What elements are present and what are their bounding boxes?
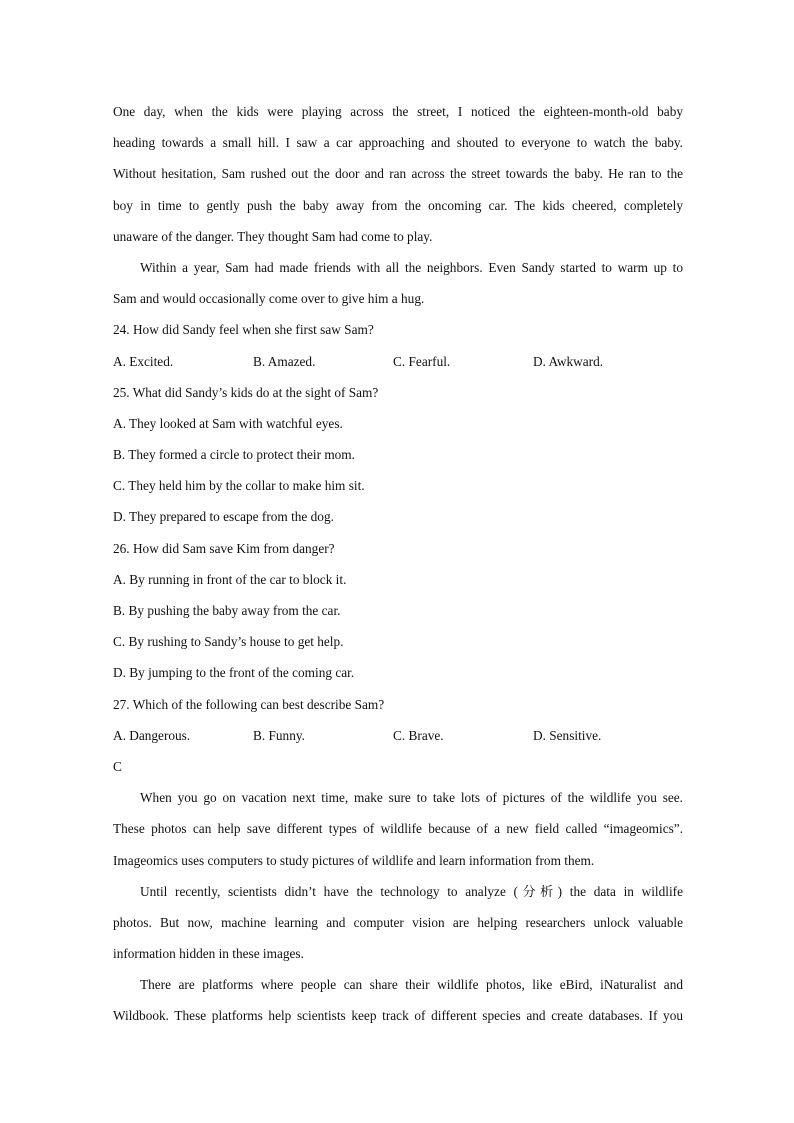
- option-b: B. They formed a circle to protect their mom.: [113, 447, 355, 463]
- document-page: [113, 96, 683, 1032]
- option-a: A. By running in front of the car to block it.: [113, 571, 347, 587]
- options-row: [113, 720, 683, 751]
- option-a: A. They looked at Sam with watchful eyes.: [113, 415, 343, 431]
- text-line: information hidden in these images.: [113, 946, 304, 962]
- option-a: A. Excited.: [113, 353, 174, 369]
- text-line: Imageomics uses computers to study pictures of wildlife and learn information from them.: [113, 852, 595, 868]
- question-26: [113, 533, 683, 689]
- option-c: C. By rushing to Sandy’s house to get help.: [113, 634, 344, 650]
- option-a: A. Dangerous.: [113, 727, 191, 743]
- section-label: C: [113, 758, 122, 774]
- text-line: Within a year, Sam had made friends with all the neighbors. Even Sandy started to warm up to: [140, 259, 683, 275]
- text-line: photos. But now, machine learning and computer vision are helping researchers unlock valuable: [113, 914, 683, 930]
- text-line: Without hesitation, Sam rushed out the door and ran across the street towards the baby. He ran to the: [113, 166, 683, 182]
- option-b: B. Funny.: [253, 727, 305, 743]
- option-d: D. Awkward.: [533, 353, 604, 369]
- question-stem: 26. How did Sam save Kim from danger?: [113, 540, 335, 556]
- option-c: C. Fearful.: [393, 353, 451, 369]
- text-line: There are platforms where people can share their wildlife photos, like eBird, iNaturalist and: [140, 977, 683, 993]
- question-25: [113, 377, 683, 533]
- text-line: boy in time to gently push the baby away from the oncoming car. The kids cheered, completely: [113, 197, 683, 213]
- options-row: [113, 346, 683, 377]
- text-line: unaware of the danger. They thought Sam had come to play.: [113, 228, 433, 244]
- question-stem: 24. How did Sandy feel when she first saw Sam?: [113, 322, 374, 338]
- passage-c-paragraph-3: [113, 969, 683, 1031]
- question-stem: 27. Which of the following can best describe Sam?: [113, 696, 385, 712]
- text-line: When you go on vacation next time, make sure to take lots of pictures of the wildlife you see.: [140, 790, 683, 806]
- text-line: Until recently, scientists didn’t have the technology to analyze (分析) the data in wildlife: [140, 883, 683, 899]
- passage-c-paragraph-1: [113, 782, 683, 876]
- option-d: D. By jumping to the front of the coming car.: [113, 665, 355, 681]
- text-line: Sam and would occasionally come over to give him a hug.: [113, 291, 425, 307]
- option-d: D. They prepared to escape from the dog.: [113, 509, 334, 525]
- passage-c-paragraph-2: [113, 876, 683, 970]
- text-line: One day, when the kids were playing across the street, I noticed the eighteen-month-old baby: [113, 104, 683, 119]
- option-c: C. They held him by the collar to make him sit.: [113, 478, 365, 494]
- option-b: B. By pushing the baby away from the car.: [113, 603, 341, 618]
- passage-b-paragraph-2: [113, 252, 683, 314]
- question-24: [113, 314, 683, 376]
- option-c: C. Brave.: [393, 727, 444, 743]
- text-line: Wildbook. These platforms help scientists keep track of different species and create databases. If you: [113, 1008, 683, 1024]
- question-27: [113, 689, 683, 751]
- option-d: D. Sensitive.: [533, 727, 602, 743]
- passage-b-paragraph-1: [113, 96, 683, 252]
- option-b: B. Amazed.: [253, 353, 316, 369]
- question-stem: 25. What did Sandy’s kids do at the sight of Sam?: [113, 384, 379, 400]
- text-line: heading towards a small hill. I saw a car approaching and shouted to everyone to watch the baby.: [113, 135, 683, 151]
- text-line: These photos can help save different types of wildlife because of a new field called “imageomics”.: [113, 821, 683, 837]
